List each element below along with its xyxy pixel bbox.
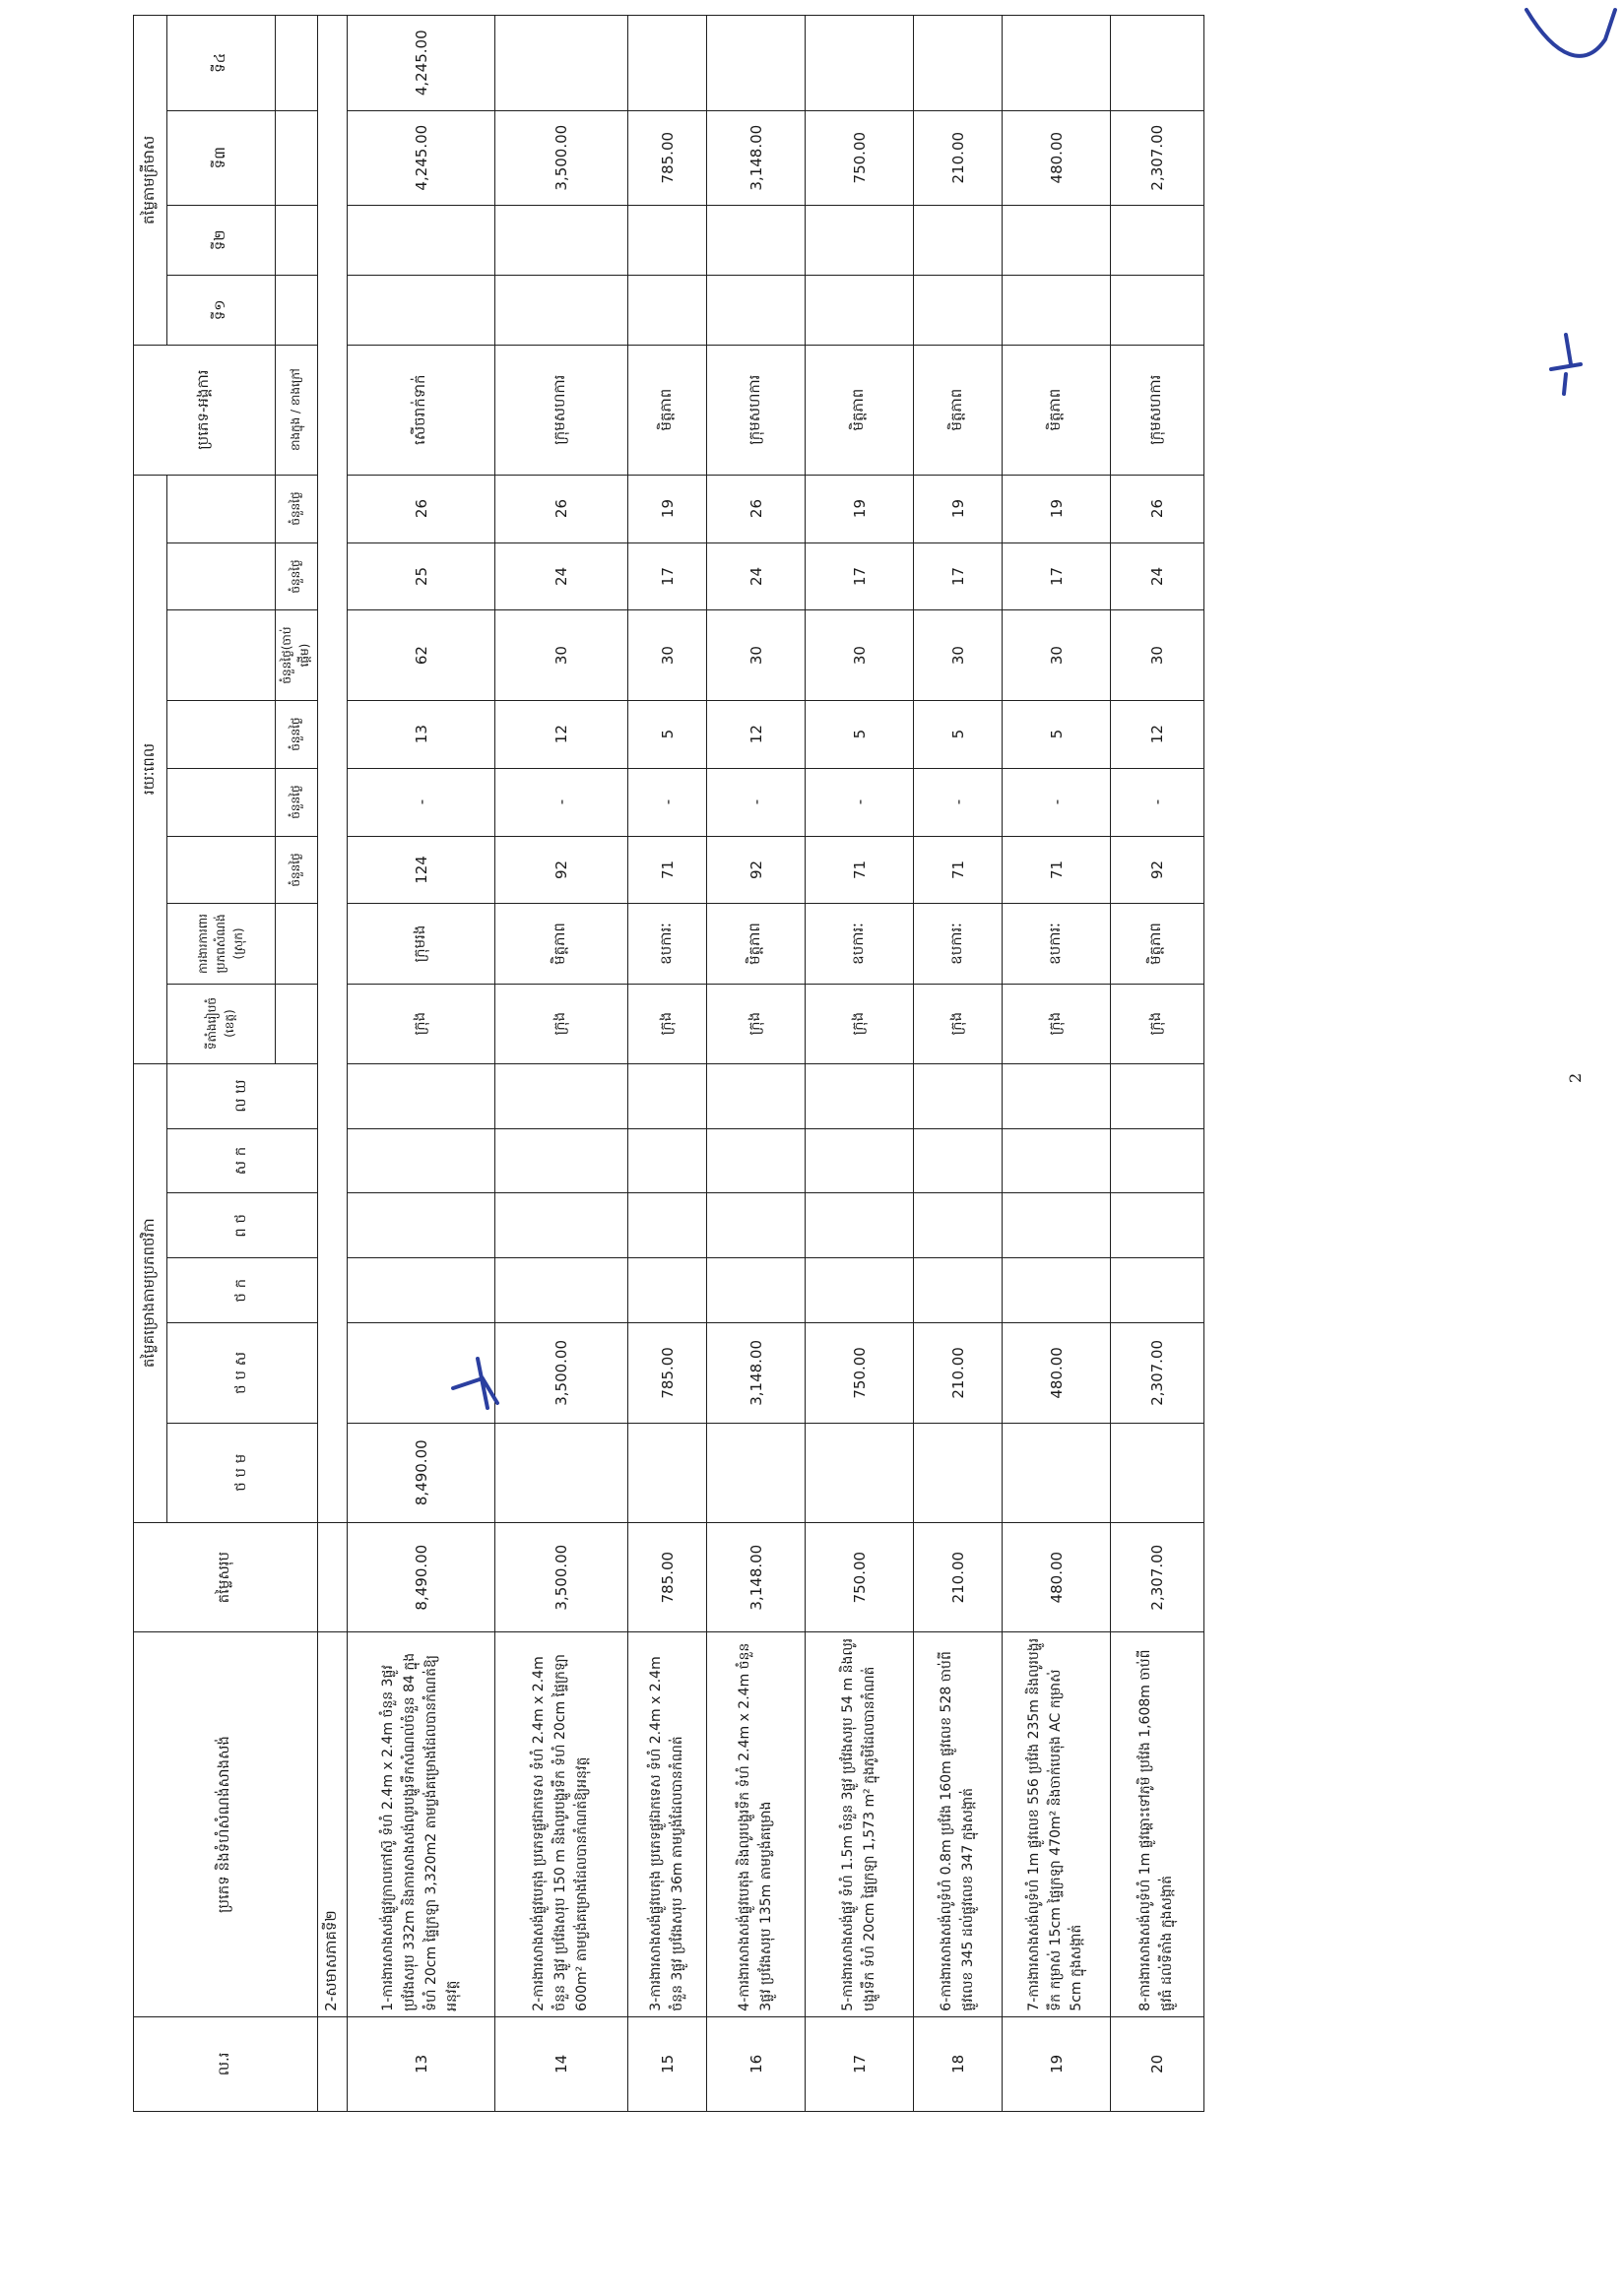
cell-q4 <box>628 16 707 111</box>
cell-f_ps: 480.00 <box>1003 1323 1111 1423</box>
cell-q4 <box>495 16 628 111</box>
section-empty-span <box>318 16 348 1523</box>
cell-desc: 7-ការងារសាងសង់លូទំហំ 1m ផ្លូវលេខ 556 ប្រវែង 235m និងលូរបង្ហូរទឹក កម្រាស់ 15cm ផ្ទៃក្រឡា 470m² និងចាក់បេតុង AC កម្រាស់ 5cm ក្នុងសង្កាត់ <box>1003 1632 1111 2016</box>
cell-d3: 12 <box>1111 700 1204 768</box>
header-location: ទីតាំងរៀបចំ (ខេត្ត) <box>167 984 276 1063</box>
cell-d2: - <box>348 768 495 836</box>
cell-type: ឧបការៈ <box>914 904 1003 984</box>
subheader-days-d: ចំនួនថ្ងៃ(ចាប់ផ្តើម) <box>276 610 318 700</box>
cell-f_ps: 785.00 <box>628 1323 707 1423</box>
cell-desc: 5-ការងារសាងសង់ផ្លូវ ទំហំ 1.5m ចំនួន 3ផ្លូវ ប្រវែងសរុប 54 m និងលូរបង្ហូរទឹក ទំហំ 20cm ផ្ទៃក្រឡា 1,573 m² ក្នុងភូមិដែលបានកំណត់ <box>806 1632 914 2016</box>
cell-no: 16 <box>707 2016 806 2111</box>
cell-q3: 785.00 <box>628 110 707 205</box>
project-table <box>133 15 1204 2112</box>
table-row <box>348 16 495 2112</box>
cell-total: 2,307.00 <box>1111 1522 1204 1632</box>
subheader-status: ខាងក្នុង / ខាងក្រៅ <box>276 345 318 475</box>
cell-d6: 19 <box>1003 475 1111 542</box>
cell-d2: - <box>707 768 806 836</box>
cell-empty <box>1111 1063 1204 1128</box>
cell-q3: 480.00 <box>1003 110 1111 205</box>
cell-no: 15 <box>628 2016 707 2111</box>
subheader-blank-1 <box>276 984 318 1063</box>
cell-f_ps: 3,148.00 <box>707 1323 806 1423</box>
table-row <box>707 16 806 2112</box>
cell-empty <box>1003 1063 1111 1128</box>
cell-empty <box>1003 1128 1111 1193</box>
cell-d5: 17 <box>914 542 1003 610</box>
cell-empty <box>495 275 628 345</box>
cell-empty <box>707 1193 806 1258</box>
cell-status: មិត្តភាព <box>806 345 914 475</box>
subheader-blank-q2 <box>276 205 318 275</box>
cell-q4 <box>1003 16 1111 111</box>
cell-total: 8,490.00 <box>348 1522 495 1632</box>
handwriting-mark-middle <box>1536 325 1595 404</box>
cell-d1: 92 <box>495 836 628 904</box>
cell-empty <box>495 1128 628 1193</box>
section-label: 2-សមាសភាគទី២ <box>318 1632 348 2016</box>
cell-empty <box>707 205 806 275</box>
cell-empty <box>628 1063 707 1128</box>
cell-d4: 30 <box>1111 610 1204 700</box>
cell-q4 <box>914 16 1003 111</box>
cell-d6: 19 <box>806 475 914 542</box>
cell-empty <box>914 1193 1003 1258</box>
cell-total: 3,148.00 <box>707 1522 806 1632</box>
cell-d6: 19 <box>628 475 707 542</box>
cell-location: ក្រុង <box>806 984 914 1063</box>
cell-empty <box>914 1128 1003 1193</box>
table-row <box>495 16 628 2112</box>
header-no: ល.រ <box>134 2016 318 2111</box>
cell-no: 18 <box>914 2016 1003 2111</box>
cell-d3: 5 <box>628 700 707 768</box>
cell-empty <box>628 1128 707 1193</box>
cell-empty <box>1111 275 1204 345</box>
cell-q4 <box>707 16 806 111</box>
cell-d5: 17 <box>806 542 914 610</box>
subheader-blank-q3 <box>276 110 318 205</box>
cell-d1: 71 <box>1003 836 1111 904</box>
cell-empty <box>348 205 495 275</box>
cell-status: សើចរាក់ទាក់ <box>348 345 495 475</box>
cell-q3: 3,500.00 <box>495 110 628 205</box>
cell-empty <box>495 205 628 275</box>
cell-empty <box>348 275 495 345</box>
cell-empty <box>1003 205 1111 275</box>
cell-empty <box>348 1193 495 1258</box>
cell-d4: 62 <box>348 610 495 700</box>
cell-d4: 30 <box>914 610 1003 700</box>
cell-d6: 19 <box>914 475 1003 542</box>
cell-d2: - <box>495 768 628 836</box>
cell-type: មិត្តភាព <box>707 904 806 984</box>
header-fund-lk: ល ឃ <box>167 1063 318 1128</box>
cell-d1: 71 <box>628 836 707 904</box>
table-row <box>1003 16 1111 2112</box>
header-days-5 <box>167 542 276 610</box>
table-row <box>628 16 707 2112</box>
page-number: 2 <box>1566 1072 1585 1083</box>
cell-desc: 8-ការងារសាងសង់លូទំហំ 1m ផ្លូវឆ្ពោះទៅភូមិ ប្រវែង 1,608m ចាប់ពីផ្លូវធំ ដល់ទីតាំង ក្នុងសង្កាត់ <box>1111 1632 1204 2016</box>
subheader-days-e: ចំនួនថ្ងៃ <box>276 542 318 610</box>
cell-d1: 124 <box>348 836 495 904</box>
cell-d2: - <box>806 768 914 836</box>
header-quarter-group: តម្លៃតាមត្រីមាស <box>134 16 167 346</box>
cell-type: ឧបការៈ <box>628 904 707 984</box>
cell-d6: 26 <box>495 475 628 542</box>
cell-q3: 2,307.00 <box>1111 110 1204 205</box>
header-fund-ps: ថ ប ស <box>167 1323 318 1423</box>
cell-empty <box>1003 1258 1111 1323</box>
cell-d4: 30 <box>707 610 806 700</box>
cell-d1: 71 <box>914 836 1003 904</box>
cell-empty <box>806 1063 914 1128</box>
cell-q4 <box>806 16 914 111</box>
subheader-days-a: ចំនួនថ្ងៃ <box>276 836 318 904</box>
cell-empty <box>495 1258 628 1323</box>
header-quarter-4: ទី៤ <box>167 16 276 111</box>
cell-f_ps: 3,500.00 <box>495 1323 628 1423</box>
header-days-4 <box>167 610 276 700</box>
header-days-6 <box>167 475 276 542</box>
cell-d6: 26 <box>1111 475 1204 542</box>
cell-empty <box>628 205 707 275</box>
cell-f_pm <box>707 1423 806 1522</box>
cell-empty <box>914 1063 1003 1128</box>
header-days-2 <box>167 768 276 836</box>
cell-status: មិត្តភាព <box>628 345 707 475</box>
cell-q3: 210.00 <box>914 110 1003 205</box>
cell-empty <box>707 1063 806 1128</box>
cell-empty <box>348 1063 495 1128</box>
cell-d2: - <box>1111 768 1204 836</box>
header-fund-group: តម្លៃគម្រោងតាមប្រភពថវិកា <box>134 1063 167 1522</box>
cell-empty <box>914 205 1003 275</box>
cell-total: 785.00 <box>628 1522 707 1632</box>
subheader-days-b: ចំនួនថ្ងៃ <box>276 768 318 836</box>
cell-d5: 24 <box>1111 542 1204 610</box>
cell-type: ឧបការៈ <box>1003 904 1111 984</box>
cell-location: ក្រុង <box>495 984 628 1063</box>
cell-empty <box>1111 205 1204 275</box>
header-days-3 <box>167 700 276 768</box>
cell-d5: 24 <box>707 542 806 610</box>
cell-empty <box>707 275 806 345</box>
header-description: ប្រភេទ និងទំហំសំណង់សាងសង់ <box>134 1632 318 2016</box>
table-row <box>806 16 914 2112</box>
cell-location: ក្រុង <box>348 984 495 1063</box>
cell-d3: 5 <box>806 700 914 768</box>
subheader-blank-2 <box>276 904 318 984</box>
cell-empty <box>1111 1193 1204 1258</box>
cell-f_ps: 2,307.00 <box>1111 1323 1204 1423</box>
cell-desc: 2-ការងារសាងសង់ផ្លូវបេតុង ប្រភេទផ្លូវឯកទេស ទំហំ 2.4m x 2.4m ចំនួន 3ផ្លូវ ប្រវែងសរុប 150 m និងលូរបង្ហូរទឹក ទំហំ 20cm ផ្ទៃក្រឡា 600m² តាមប្លង់គម្រោងដែលបានកំណត់ឱ្យអនុវត្ត <box>495 1632 628 2016</box>
table-row <box>1111 16 1204 2112</box>
cell-d3: 5 <box>1003 700 1111 768</box>
rotated-document-page <box>133 15 1585 2112</box>
section-no-cell <box>318 2016 348 2111</box>
cell-empty <box>806 205 914 275</box>
cell-f_pm <box>1111 1423 1204 1522</box>
cell-empty <box>707 1258 806 1323</box>
header-fund-k: ថ ក <box>167 1258 318 1323</box>
cell-empty <box>806 275 914 345</box>
cell-empty <box>495 1193 628 1258</box>
cell-desc: 6-ការងារសាងសង់លូទំហំ 0.8m ប្រវែង 160m ផ្លូវលេខ 528 ចាប់ពីផ្លូវលេខ 345 ដល់ផ្លូវលេខ 347 ក្នុងសង្កាត់ <box>914 1632 1003 2016</box>
header-status-group: ប្រភេទ-អង្គការ <box>134 345 276 475</box>
handwriting-mark-top <box>1517 0 1623 79</box>
cell-d4: 30 <box>1003 610 1111 700</box>
cell-total: 3,500.00 <box>495 1522 628 1632</box>
cell-q4 <box>1111 16 1204 111</box>
cell-empty <box>914 275 1003 345</box>
cell-empty <box>628 275 707 345</box>
cell-desc: 3-ការងារសាងសង់ផ្លូវបេតុង ប្រភេទផ្លូវឯកទេស ទំហំ 2.4m x 2.4m ចំនួន 3ផ្លូវ ប្រវែងសរុប 36m តាមប្លង់ដែលបានកំណត់ <box>628 1632 707 2016</box>
cell-f_ps: 750.00 <box>806 1323 914 1423</box>
header-fund-pt: ព ថ <box>167 1193 318 1258</box>
cell-d2: - <box>628 768 707 836</box>
subheader-blank-q1 <box>276 275 318 345</box>
cell-status: មិត្តភាព <box>1003 345 1111 475</box>
cell-f_pm: 8,490.00 <box>348 1423 495 1522</box>
cell-location: ក្រុង <box>1003 984 1111 1063</box>
cell-no: 13 <box>348 2016 495 2111</box>
cell-f_ps: 210.00 <box>914 1323 1003 1423</box>
header-fund-pm: ថ ប ម <box>167 1423 318 1522</box>
cell-empty <box>628 1258 707 1323</box>
cell-location: ក្រុង <box>628 984 707 1063</box>
cell-empty <box>806 1193 914 1258</box>
cell-d5: 17 <box>1003 542 1111 610</box>
cell-type: មិត្តភាព <box>1111 904 1204 984</box>
table-row <box>914 16 1003 2112</box>
subheader-days-f: ចំនួនថ្ងៃ <box>276 475 318 542</box>
subheader-days-c: ចំនួនថ្ងៃ <box>276 700 318 768</box>
cell-status: ក្រុមសហការ <box>495 345 628 475</box>
header-total: តម្លៃសរុប <box>134 1522 318 1632</box>
cell-status: ក្រុមសហការ <box>707 345 806 475</box>
cell-no: 17 <box>806 2016 914 2111</box>
cell-desc: 1-ការងារសាងសង់ផ្លូវក្រាលកៅស៊ូ ទំហំ 2.4m x 2.4m ចំនួន 3ផ្លូវ ប្រវែងសរុប 332m និងការសាងសង់លូរបង្ហូរទឹកសំណល់ចំនួន 84 ក្នុងទំហំ 20cm ផ្ទៃក្រឡា 3,320m2 តាមប្លង់គម្រោងដែលបានកំណត់ឱ្យអនុវត្ត <box>348 1632 495 2016</box>
cell-q3: 4,245.00 <box>348 110 495 205</box>
cell-empty <box>707 1128 806 1193</box>
cell-q3: 3,148.00 <box>707 110 806 205</box>
cell-status: ក្រុមសហការ <box>1111 345 1204 475</box>
cell-q4: 4,245.00 <box>348 16 495 111</box>
cell-d3: 12 <box>495 700 628 768</box>
cell-empty <box>806 1128 914 1193</box>
cell-f_pm <box>806 1423 914 1522</box>
cell-d2: - <box>1003 768 1111 836</box>
cell-type: ក្រុមរង <box>348 904 495 984</box>
cell-empty <box>1111 1258 1204 1323</box>
cell-no: 14 <box>495 2016 628 2111</box>
cell-empty <box>1003 1193 1111 1258</box>
cell-f_pm <box>495 1423 628 1522</box>
cell-no: 19 <box>1003 2016 1111 2111</box>
cell-empty <box>495 1063 628 1128</box>
cell-empty <box>348 1128 495 1193</box>
cell-type: ឧបការៈ <box>806 904 914 984</box>
subheader-blank-q4 <box>276 16 318 111</box>
cell-f_pm <box>1003 1423 1111 1522</box>
cell-total: 210.00 <box>914 1522 1003 1632</box>
cell-d5: 24 <box>495 542 628 610</box>
cell-d1: 71 <box>806 836 914 904</box>
cell-d5: 17 <box>628 542 707 610</box>
cell-f_pm <box>628 1423 707 1522</box>
header-fund-sk: ស ក <box>167 1128 318 1193</box>
cell-d1: 92 <box>707 836 806 904</box>
cell-d2: - <box>914 768 1003 836</box>
cell-type: មិត្តភាព <box>495 904 628 984</box>
cell-status: មិត្តភាព <box>914 345 1003 475</box>
cell-empty <box>348 1258 495 1323</box>
header-implementation-group: រយៈពេល <box>134 475 167 1063</box>
header-quarter-1: ទី១ <box>167 275 276 345</box>
cell-empty <box>914 1258 1003 1323</box>
cell-d3: 5 <box>914 700 1003 768</box>
cell-no: 20 <box>1111 2016 1204 2111</box>
cell-location: ក្រុង <box>1111 984 1204 1063</box>
cell-empty <box>1003 275 1111 345</box>
cell-d4: 30 <box>806 610 914 700</box>
cell-desc: 4-ការងារសាងសង់ផ្លូវបេតុង និងលូរបង្ហូរទឹក ទំហំ 2.4m x 2.4m ចំនួន 3ផ្លូវ ប្រវែងសរុប 135m តាមប្លង់គម្រោង <box>707 1632 806 2016</box>
cell-d6: 26 <box>348 475 495 542</box>
cell-empty <box>628 1193 707 1258</box>
header-quarter-2: ទី២ <box>167 205 276 275</box>
cell-empty <box>1111 1128 1204 1193</box>
cell-empty <box>806 1258 914 1323</box>
header-days-1 <box>167 836 276 904</box>
cell-d3: 13 <box>348 700 495 768</box>
cell-location: ក្រុង <box>707 984 806 1063</box>
cell-d5: 25 <box>348 542 495 610</box>
cell-q3: 750.00 <box>806 110 914 205</box>
cell-f_pm <box>914 1423 1003 1522</box>
cell-location: ក្រុង <box>914 984 1003 1063</box>
cell-total: 750.00 <box>806 1522 914 1632</box>
header-quarter-3: ទី៣ <box>167 110 276 205</box>
cell-d4: 30 <box>495 610 628 700</box>
header-type: ការងារការពារ ប្រភពសំណង់ (ស្រុក) <box>167 904 276 984</box>
cell-d4: 30 <box>628 610 707 700</box>
cell-d6: 26 <box>707 475 806 542</box>
cell-total: 480.00 <box>1003 1522 1111 1632</box>
cell-d1: 92 <box>1111 836 1204 904</box>
handwriting-mark-bottom <box>443 1349 522 1418</box>
cell-d3: 12 <box>707 700 806 768</box>
